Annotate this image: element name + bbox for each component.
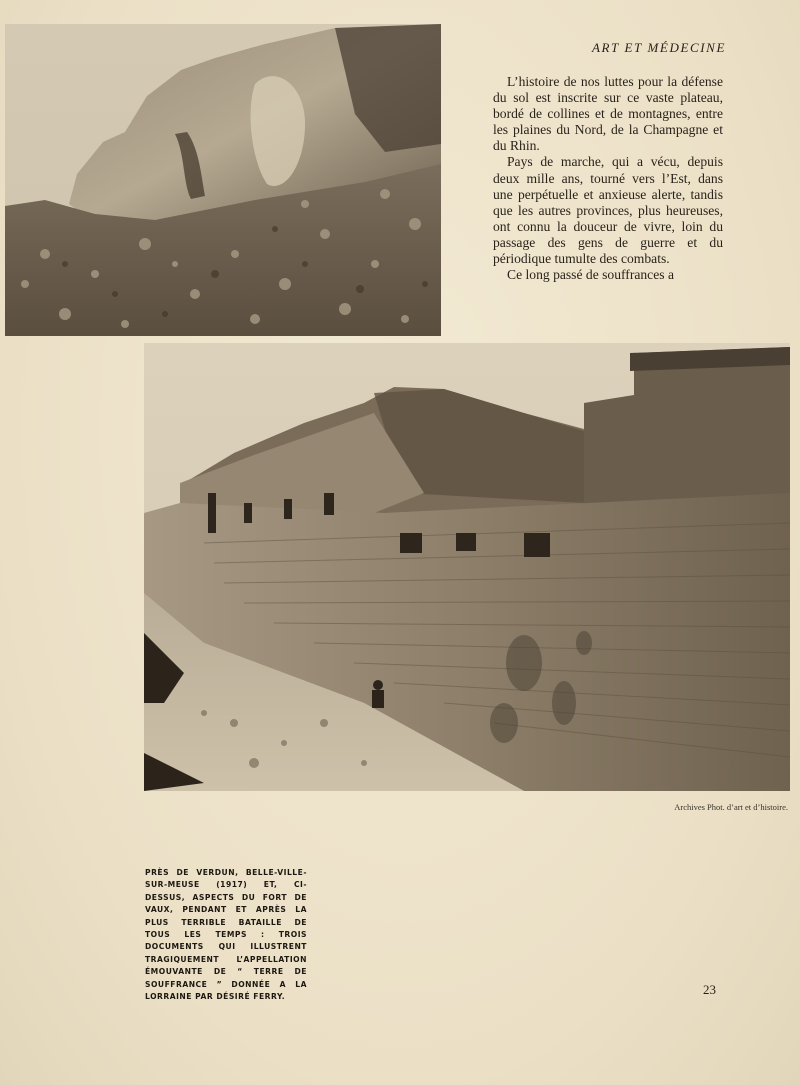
running-header: ART ET MÉDECINE	[591, 40, 726, 55]
rocky-hillside-photo	[5, 24, 441, 336]
paragraph: Ce long passé de souffrances a	[507, 267, 674, 283]
fort-de-vaux-wall-photo	[144, 343, 790, 791]
page-number: 23	[703, 982, 716, 997]
photo-credit: Archives Phot. d’art et d’histoire.	[674, 802, 788, 812]
photo-caption: PRÈS DE VERDUN, BELLE-VILLE-SUR-MEUSE (1917) ET, CI-DESSUS, ASPECTS DU FORT DE VAUX, PENDANT ET APRÈS LA PLUS TERRIBLE BATAILLE DE TOUS LES TEMPS : TROIS DOCUMENTS QUI ILLUSTRENT TRAGIQUEMENT L’APPELLATION ÉMOUVANTE DE “ TERRE DE SOUFFRANCE ” DONNÉE A LA LORRAINE PAR DÉSIRÉ FERRY.	[145, 868, 307, 1002]
paragraph: Pays de marche, qui a vécu, depuis deux mille ans, tourné vers l’Est, dans une perpétuelle et anxieuse alerte, tandis que les autres provinces, plus heureuses, ont connu la douceur de vivre, loin du passage des gens de guerre et du périodique tumulte des combats.	[493, 154, 723, 267]
paragraph: L’histoire de nos luttes pour la défense du sol est inscrite sur ce vaste plateau, bordé de collines et de montagnes, entre les plaines du Nord, de la Champagne et du Rhin.	[493, 74, 723, 154]
article-body	[493, 74, 723, 283]
